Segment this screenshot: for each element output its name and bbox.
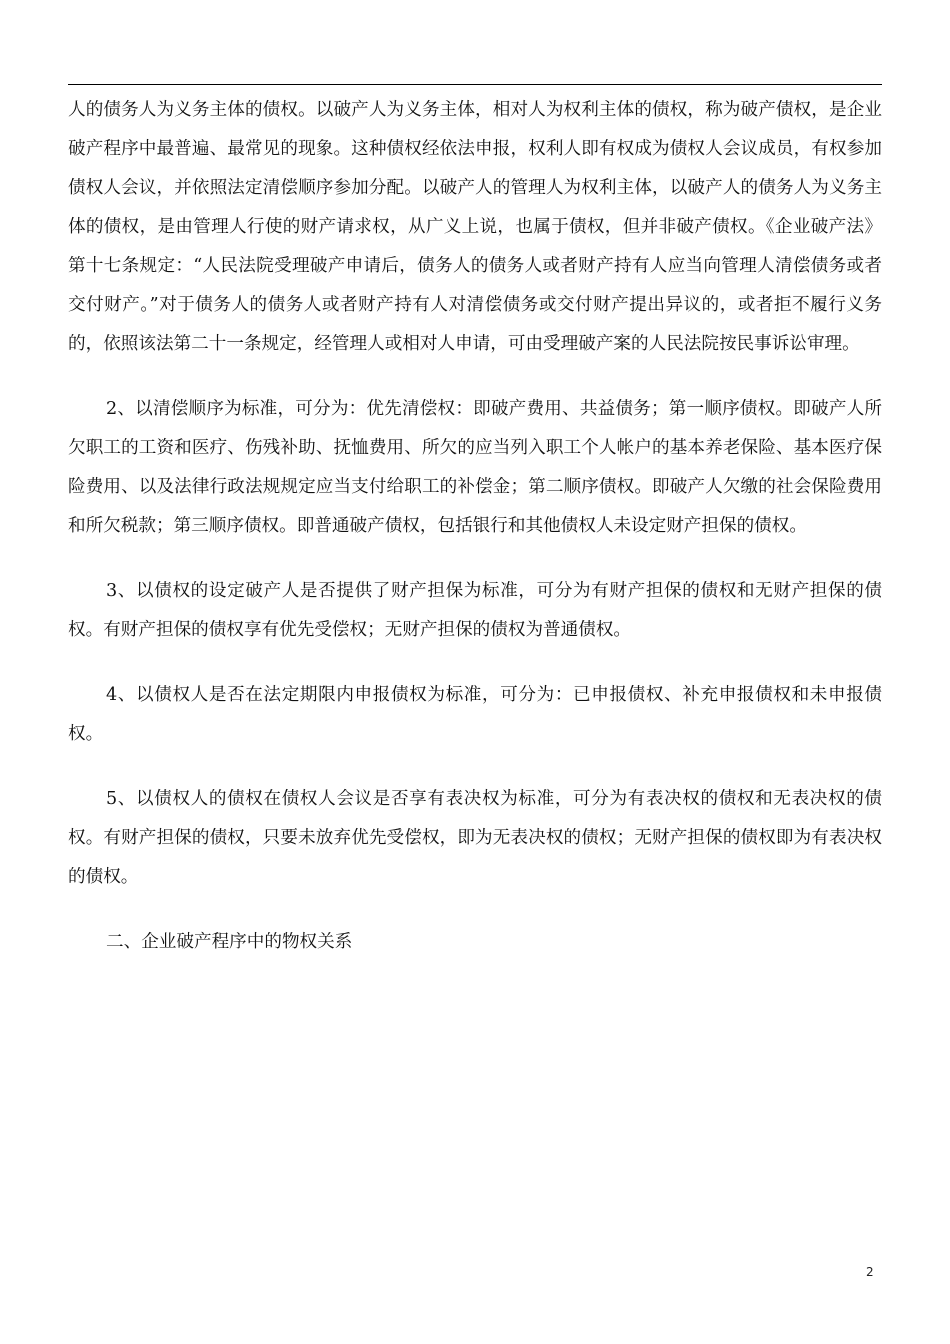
- paragraph-item-2: 2、以清偿顺序为标准，可分为：优先清偿权：即破产费用、共益债务；第一顺序债权。即破产人所欠职工的工资和医疗、伤残补助、抚恤费用、所欠的应当列入职工个人帐户的基本养老保险、基本医疗保险费用、以及法律行政法规规定应当支付给职工的补偿金；第二顺序债权。即破产人欠缴的社会保险费用和所欠税款；第三顺序债权。即普通破产债权，包括银行和其他债权人未设定财产担保的债权。: [68, 399, 882, 536]
- document-body: [68, 91, 882, 962]
- page-number: 2: [866, 1265, 874, 1279]
- paragraph-item-5: 5、以债权人的债权在债权人会议是否享有表决权为标准，可分为有表决权的债权和无表决权的债权。有财产担保的债权，只要未放弃优先受偿权，即为无表决权的债权；无财产担保的债权即为有表决权的债权。: [68, 789, 882, 887]
- header-rule: [68, 84, 882, 85]
- section-heading: 二、企业破产程序中的物权关系: [106, 932, 353, 952]
- paragraph-continuation: 人的债务人为义务主体的债权。以破产人为义务主体，相对人为权利主体的债权，称为破产债权，是企业破产程序中最普遍、最常见的现象。这种债权经依法申报，权利人即有权成为债权人会议成员，有权参加债权人会议，并依照法定清偿顺序参加分配。以破产人的管理人为权利主体，以破产人的债务人为义务主体的债权，是由管理人行使的财产请求权，从广义上说，也属于债权，但并非破产债权。《企业破产法》第十七条规定：“人民法院受理破产申请后，债务人的债务人或者财产持有人应当向管理人清偿债务或者交付财产。”对于债务人的债务人或者财产持有人对清偿债务或交付财产提出异议的，或者拒不履行义务的，依照该法第二十一条规定，经管理人或相对人申请，可由受理破产案的人民法院按民事诉讼审理。: [68, 100, 882, 354]
- paragraph-item-3: 3、以债权的设定破产人是否提供了财产担保为标准，可分为有财产担保的债权和无财产担保的债权。有财产担保的债权享有优先受偿权；无财产担保的债权为普通债权。: [68, 581, 882, 640]
- paragraph-item-4: 4、以债权人是否在法定期限内申报债权为标准，可分为：已申报债权、补充申报债权和未申报债权。: [68, 685, 882, 744]
